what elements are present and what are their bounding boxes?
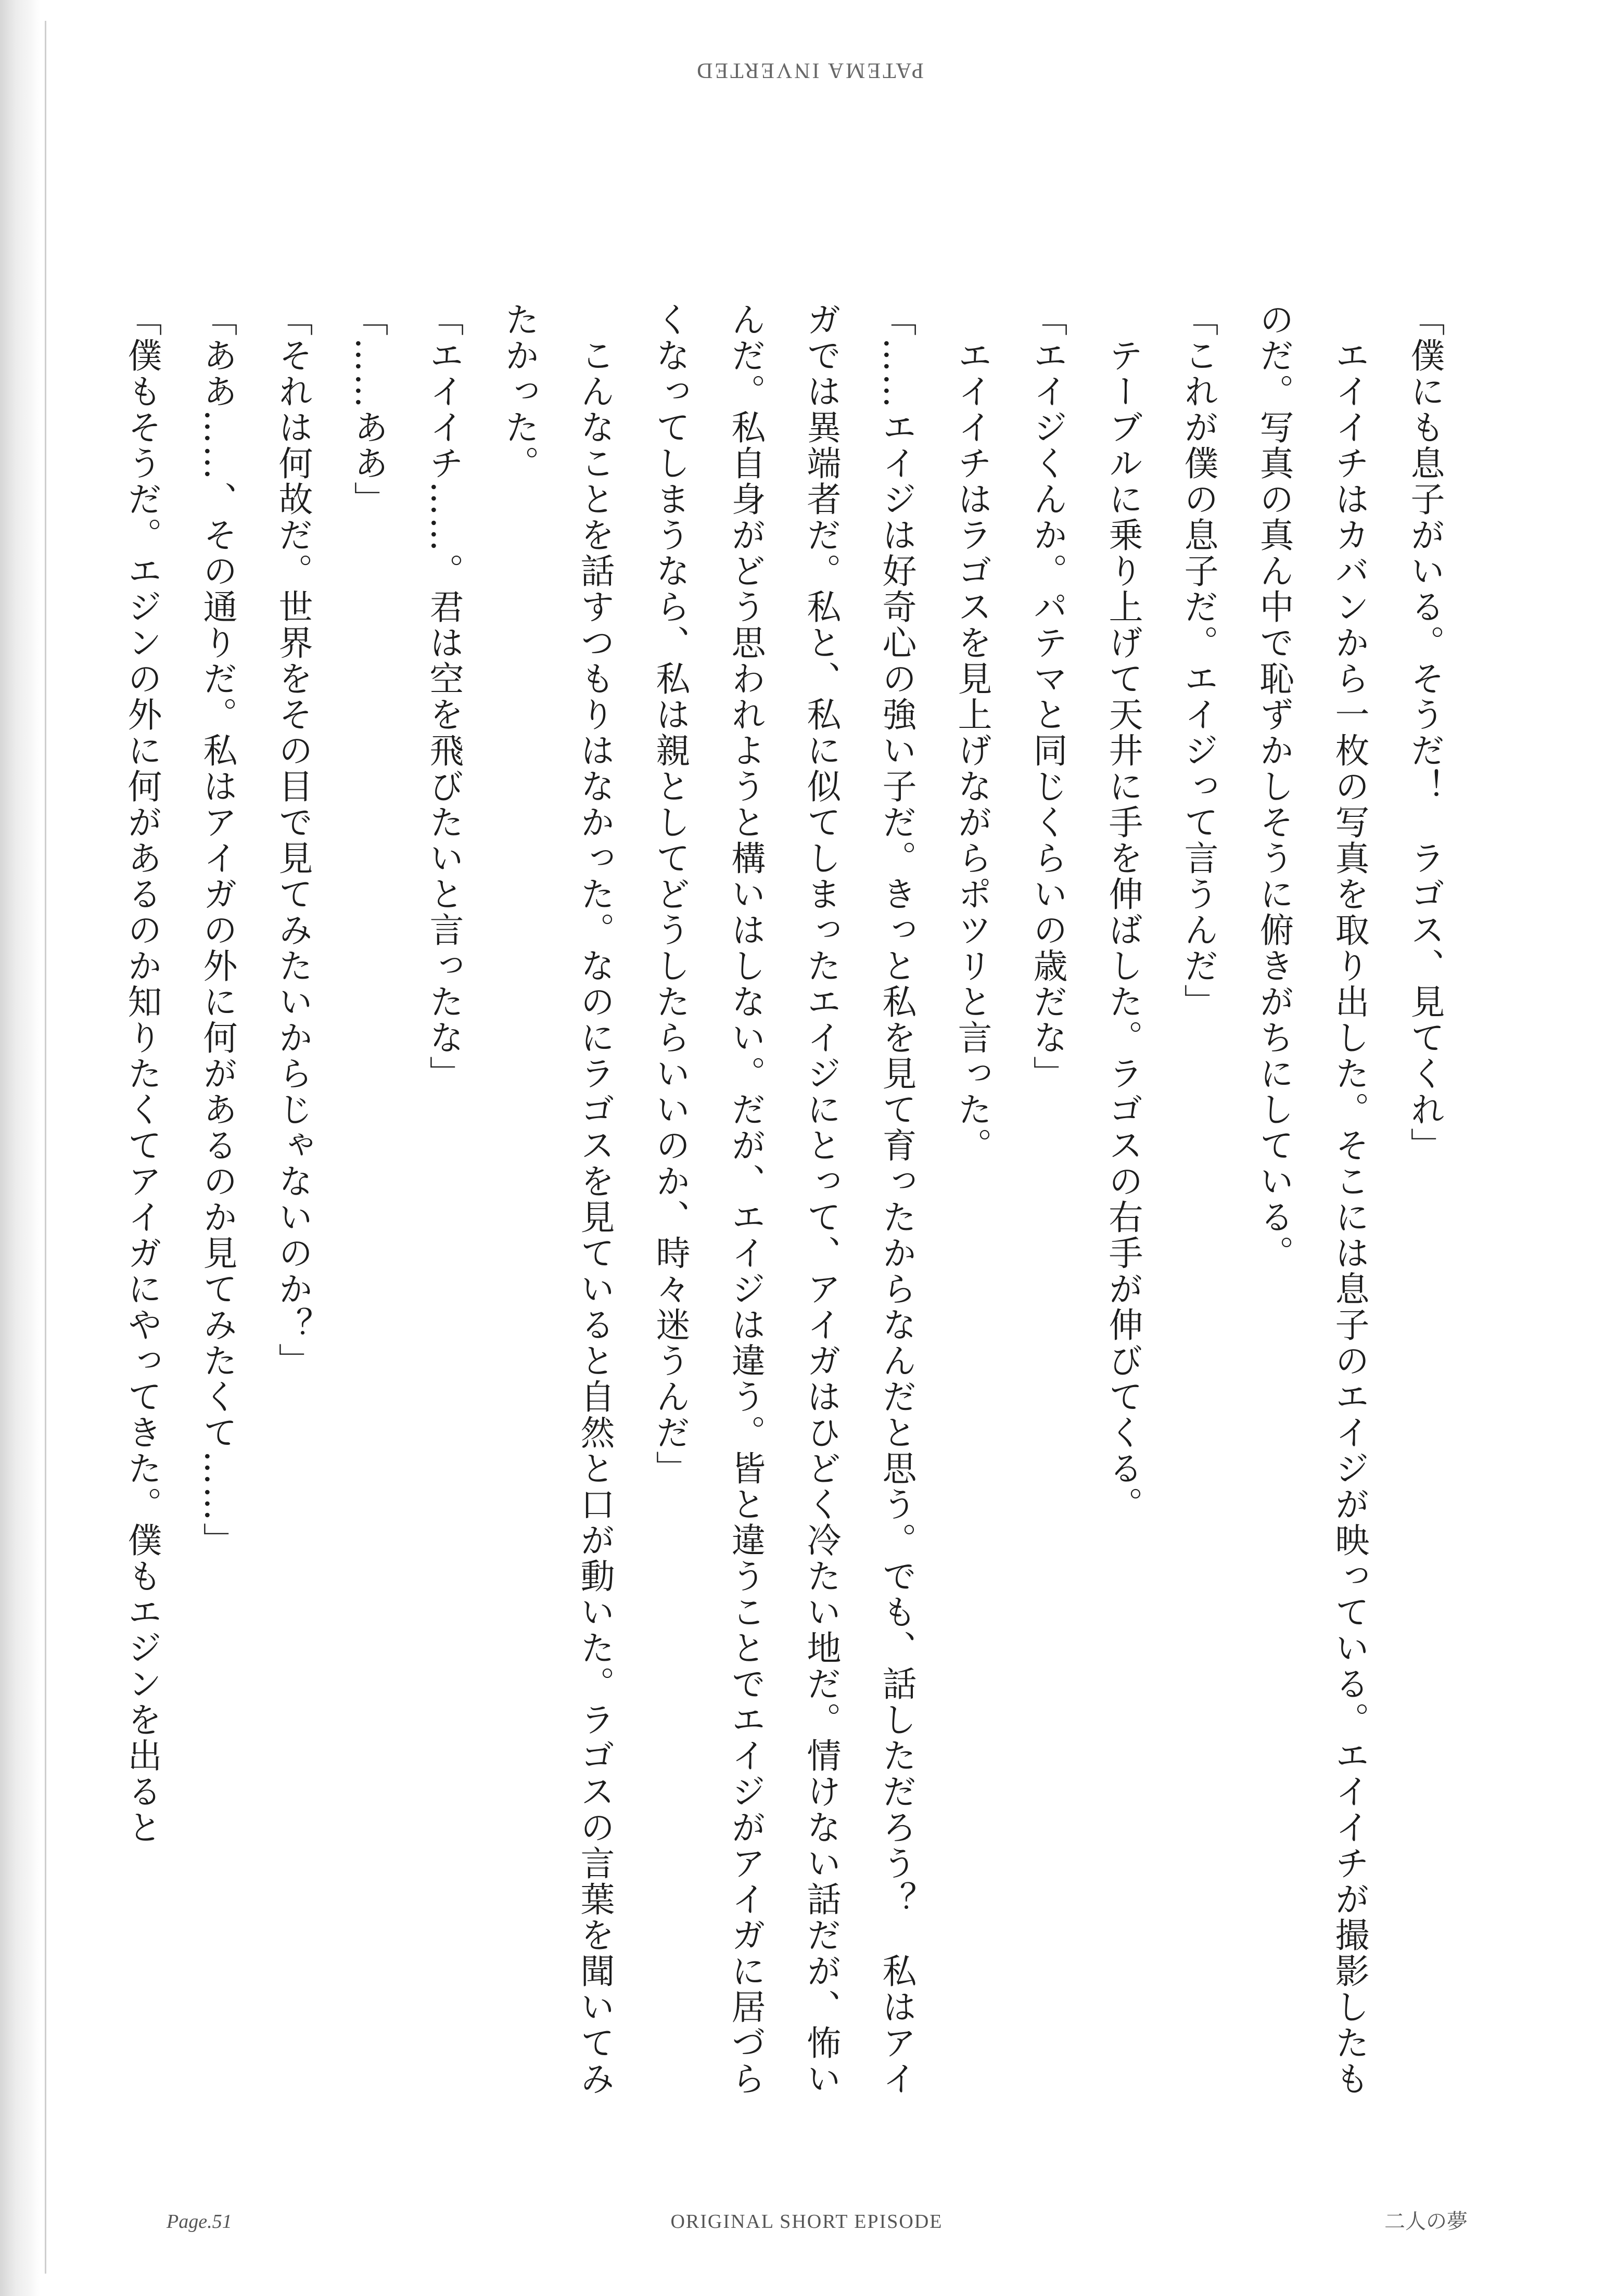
paragraph: エイイチはカバンから一枚の写真を取り出した。そこには息子のエイジが映っている。エイイチが撮影したものだ。写真の真ん中で恥ずかしそうに俯きがちにしている。 bbox=[1254, 302, 1369, 2097]
paragraph: 「これが僕の息子だ。エイジって言うんだ」 bbox=[1178, 302, 1218, 1020]
page-binding-line bbox=[45, 21, 46, 2274]
paragraph: 「……ああ」 bbox=[348, 302, 388, 517]
paragraph: 「ああ……、その通りだ。私はアイガの外に何があるのか見てみたくて……」 bbox=[197, 302, 237, 1558]
paragraph: こんなことを話すつもりはなかった。なのにラゴスを見ていると自然と口が動いた。ラゴスの言葉を聞いてみたかった。 bbox=[499, 302, 615, 2097]
footer-section-title: ORIGINAL SHORT EPISODE bbox=[670, 2211, 943, 2233]
paragraph: テーブルに乗り上げて天井に手を伸ばした。ラゴスの右手が伸びてくる。 bbox=[1103, 302, 1143, 1522]
page-binding-edge bbox=[0, 0, 41, 2296]
paragraph: 「エイジくんか。パテマと同じくらいの歳だな」 bbox=[1027, 302, 1067, 1092]
paragraph: 「僕にも息子がいる。そうだ！ ラゴス、見てくれ」 bbox=[1405, 302, 1445, 1163]
paragraph: 「……エイジは好奇心の強い子だ。きっと私を見て育ったからなんだと思う。でも、話しただろう？ 私はアイガでは異端者だ。私と、私に似てしまったエイジにとって、アイガはひどく冷たい地だ。情けない話だが、怖いんだ。私自身がどう思われようと構いはしない。だが、エイジは違う。皆と違うことでエイジがアイガに居づらくなってしまうなら、私は親としてどうしたらいいのか、時々迷うんだ」 bbox=[650, 302, 916, 2097]
paragraph: エイイチはラゴスを見上げながらポツリと言った。 bbox=[952, 302, 992, 1163]
running-head: PATEMA INVERTED bbox=[695, 58, 924, 82]
footer-chapter-title: 二人の夢 bbox=[1384, 2210, 1468, 2234]
page-number: Page.51 bbox=[167, 2211, 232, 2233]
vertical-text-body bbox=[122, 302, 1462, 2097]
paragraph: 「僕もそうだ。エジンの外に何があるのか知りたくてアイガにやってきた。僕もエジンを出ると bbox=[122, 302, 162, 1845]
paragraph: 「それは何故だ。世界をその目で見てみたいからじゃないのか？」 bbox=[273, 302, 313, 1379]
paragraph: 「エイイチ……。君は空を飛びたいと言ったな」 bbox=[424, 302, 464, 1092]
